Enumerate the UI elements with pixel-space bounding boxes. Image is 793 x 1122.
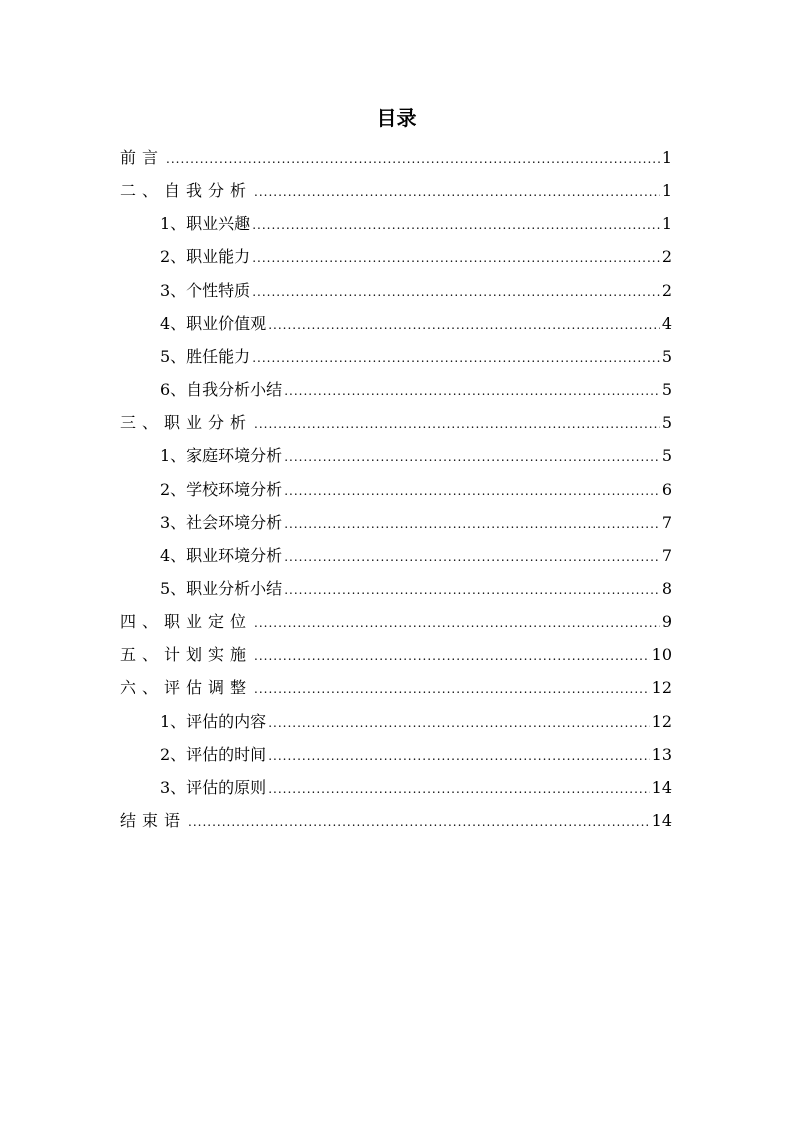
toc-leader-dots: [268, 713, 649, 733]
toc-entry[interactable]: [160, 314, 672, 334]
toc-leader-dots: [252, 248, 660, 268]
toc-entry-page-number: 10: [651, 645, 672, 665]
toc-entry-label: 3、评估的原则: [160, 777, 267, 797]
toc-leader-dots: [166, 149, 660, 169]
toc-entry-label: 二、自我分析: [120, 181, 253, 201]
toc-entry-label: 3、社会环境分析: [160, 512, 283, 532]
toc-entry[interactable]: [160, 745, 672, 765]
toc-entry[interactable]: [160, 347, 672, 367]
toc-leader-dots: [252, 282, 660, 302]
toc-entry-page-number: 14: [651, 811, 672, 830]
toc-leader-dots: [254, 414, 660, 434]
toc-entry[interactable]: [120, 645, 672, 665]
toc-leader-dots: [284, 547, 660, 567]
toc-entry-label: 1、评估的内容: [160, 711, 267, 731]
toc-leader-dots: [284, 481, 660, 501]
toc-entry-label: 4、职业环境分析: [160, 545, 283, 565]
toc-entry-page-number: 2: [661, 247, 672, 267]
toc-title: 目录: [376, 106, 417, 130]
toc-leader-dots: [268, 315, 660, 335]
toc-entry-label: 1、家庭环境分析: [160, 446, 283, 466]
toc-entry-page-number: 5: [661, 346, 672, 366]
toc-leader-dots: [254, 182, 660, 202]
toc-leader-dots: [268, 779, 649, 799]
toc-entry[interactable]: [120, 148, 672, 168]
toc-leader-dots: [254, 646, 650, 666]
toc-entry-page-number: 13: [651, 744, 672, 764]
toc-entry-label: 6、自我分析小结: [160, 380, 283, 400]
toc-entry-label: 5、职业分析小结: [160, 578, 283, 598]
toc-entry[interactable]: [160, 380, 672, 400]
toc-entry-label: 4、职业价值观: [160, 313, 267, 333]
toc-leader-dots: [284, 381, 660, 401]
toc-entry-page-number: 9: [661, 612, 672, 632]
toc-entry[interactable]: [160, 247, 672, 267]
toc-entry-page-number: 1: [661, 214, 672, 234]
toc-entry[interactable]: [120, 811, 672, 831]
toc-entry-label: 五、计划实施: [120, 645, 253, 665]
toc-entry-page-number: 12: [651, 711, 672, 731]
toc-entry[interactable]: [160, 513, 672, 533]
toc-entry-label: 三、职业分析: [120, 413, 253, 433]
toc-entry-label: 四、职业定位: [120, 612, 253, 632]
toc-entry-page-number: 14: [651, 777, 672, 797]
toc-leader-dots: [254, 613, 660, 633]
toc-entry-page-number: 5: [661, 380, 672, 400]
toc-entry[interactable]: [160, 546, 672, 566]
toc-entry-page-number: 5: [661, 446, 672, 466]
toc-entry-page-number: 8: [661, 578, 672, 598]
toc-entry[interactable]: [160, 446, 672, 466]
toc-entry[interactable]: [120, 612, 672, 632]
toc-entry[interactable]: [120, 678, 672, 698]
toc-entry[interactable]: [120, 413, 672, 433]
toc-entry[interactable]: [160, 712, 672, 732]
toc-leader-dots: [252, 348, 660, 368]
toc-leader-dots: [268, 746, 649, 766]
toc-entry-page-number: 6: [661, 479, 672, 499]
toc-leader-dots: [188, 812, 650, 832]
toc-entry[interactable]: [160, 778, 672, 798]
toc-entry-label: 结束语: [120, 811, 187, 830]
toc-entry[interactable]: [120, 181, 672, 201]
toc-entry[interactable]: [160, 579, 672, 599]
toc-entry-page-number: 2: [661, 280, 672, 300]
toc-entry[interactable]: [160, 480, 672, 500]
toc-entry-label: 5、胜任能力: [160, 346, 251, 366]
toc-entry[interactable]: [160, 214, 672, 234]
toc-entry-label: 2、评估的时间: [160, 744, 267, 764]
toc-entry-page-number: 12: [651, 678, 672, 698]
toc-leader-dots: [284, 580, 660, 600]
toc-entry-page-number: 7: [661, 512, 672, 532]
toc-entry-page-number: 5: [661, 413, 672, 433]
toc-entry-label: 2、职业能力: [160, 247, 251, 267]
toc-entry-page-number: 4: [661, 313, 672, 333]
toc-leader-dots: [252, 215, 660, 235]
toc-leader-dots: [284, 447, 660, 467]
toc-entry[interactable]: [160, 281, 672, 301]
toc-leader-dots: [254, 679, 650, 699]
toc-entry-page-number: 1: [661, 181, 672, 201]
toc-entry-label: 前言: [120, 148, 165, 167]
toc-entry-label: 2、学校环境分析: [160, 479, 283, 499]
toc-entry-label: 六、评估调整: [120, 678, 253, 698]
toc-entry-page-number: 1: [661, 148, 672, 167]
toc-leader-dots: [284, 514, 660, 534]
toc-entry-label: 1、职业兴趣: [160, 214, 251, 234]
toc-entry-label: 3、个性特质: [160, 280, 251, 300]
toc-entry-page-number: 7: [661, 545, 672, 565]
